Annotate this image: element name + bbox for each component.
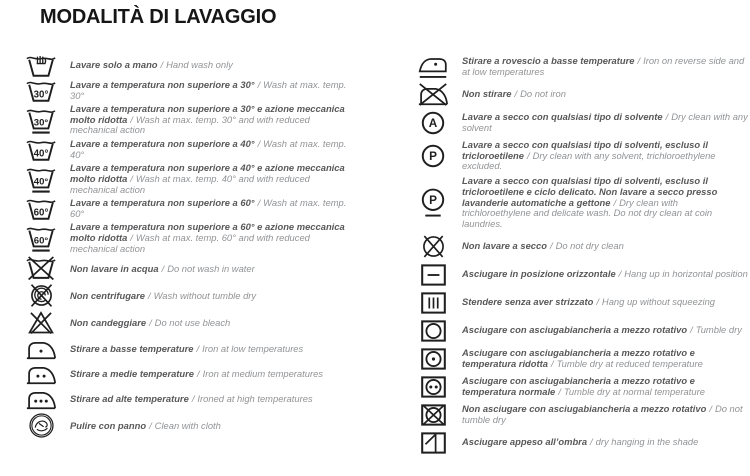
- wash-60-icon: [24, 197, 58, 220]
- label-english: Dry clean with any solvent, trichloroethylene excluded.: [462, 149, 716, 172]
- separator: /: [257, 197, 261, 209]
- care-symbol-description: [70, 369, 358, 380]
- care-symbol-row: [24, 222, 376, 254]
- label-italian: Asciugare con asciugabiancheria a mezzo rotativo e temperatura normale: [462, 375, 695, 397]
- page-title: MODALITÀ DI LAVAGGIO: [40, 6, 277, 28]
- wash-30-reduced-icon: [24, 107, 58, 134]
- label-italian: Stirare a rovescio a basse temperature: [462, 54, 635, 66]
- left-column: [24, 54, 376, 439]
- care-symbol-description: [462, 325, 748, 336]
- separator: /: [196, 342, 200, 354]
- separator: /: [197, 367, 200, 379]
- do-not-dry-clean-icon: [416, 234, 450, 259]
- label-english: Hand wash only: [166, 59, 233, 71]
- do-not-spin-icon: [24, 283, 58, 308]
- label-italian: Asciugare appeso all’ombra: [462, 436, 588, 448]
- label-english: Wash at max. temp. 40° and with reduced mechanical action: [70, 172, 310, 195]
- label-english: Tumble dry: [695, 324, 742, 336]
- tumble-dry-normal-icon: [416, 375, 450, 399]
- label-english: Clean with cloth: [154, 419, 221, 431]
- label-english: Iron at medium temperatures: [202, 367, 323, 379]
- svg-text:30°: 30°: [33, 116, 49, 128]
- label-italian: Lavare a temperatura non superiore a 30° e azione meccanica molto ridotta: [70, 103, 345, 125]
- dry-clean-any-solvent-icon: [416, 110, 450, 136]
- care-symbol-description: [70, 80, 358, 101]
- care-symbol-description: [462, 140, 748, 172]
- separator: /: [257, 137, 261, 149]
- label-italian: Lavare a temperatura non superiore a 60°: [70, 197, 255, 209]
- separator: /: [550, 357, 554, 369]
- label-english: Do not tumble dry: [462, 403, 743, 425]
- care-symbol-description: [462, 404, 748, 425]
- label-italian: Non candeggiare: [70, 316, 147, 328]
- care-symbol-description: [462, 269, 748, 280]
- care-symbol-row: [416, 83, 748, 106]
- separator: /: [665, 111, 669, 123]
- do-not-iron-icon: [416, 83, 450, 106]
- wash-40-icon: [24, 138, 58, 161]
- label-italian: Lavare a temperatura non superiore a 40° e azione meccanica molto ridotta: [70, 162, 345, 184]
- care-symbol-row: [416, 176, 748, 230]
- care-symbol-row: [416, 54, 748, 79]
- care-symbol-row: [24, 79, 376, 102]
- svg-text:P: P: [429, 193, 437, 207]
- care-symbol-row: [24, 310, 376, 335]
- label-english: Wash at max. temp. 30°: [70, 78, 347, 101]
- do-not-wash-icon: [24, 256, 58, 281]
- care-symbol-row: [24, 337, 376, 360]
- label-italian: Stirare ad alte temperature: [70, 392, 189, 404]
- care-symbol-row: [416, 140, 748, 172]
- iron-medium-icon: [24, 362, 58, 385]
- label-english: Ironed at high temperatures: [197, 392, 313, 404]
- label-italian: Lavare solo a mano: [70, 59, 158, 71]
- care-symbol-row: [416, 403, 748, 427]
- svg-text:60°: 60°: [33, 235, 49, 247]
- care-symbol-row: [24, 387, 376, 410]
- care-symbol-row: [416, 375, 748, 399]
- care-symbol-row: [24, 54, 376, 77]
- label-english: Dry clean with trichloroethylene and delicate wash. Do not dry clean at coin laundries.: [462, 196, 713, 230]
- label-english: Iron at low temperatures: [202, 342, 304, 354]
- label-italian: Asciugare con asciugabiancheria a mezzo rotativo e temperatura ridotta: [462, 347, 695, 369]
- label-italian: Lavare a secco con qualsiasi tipo di solventi, escluso il tricloroetilene: [462, 139, 708, 161]
- do-not-bleach-icon: [24, 310, 58, 335]
- care-symbol-description: [70, 60, 358, 71]
- label-italian: Stendere senza aver strizzato: [462, 296, 594, 308]
- label-italian: Non lavare in acqua: [70, 262, 159, 274]
- care-symbol-description: [462, 297, 748, 308]
- label-english: Do not wash in water: [167, 262, 255, 274]
- separator: /: [191, 392, 195, 404]
- care-symbol-row: [24, 163, 376, 195]
- iron-reverse-icon: [416, 54, 450, 79]
- tumble-dry-reduced-icon: [416, 347, 450, 371]
- separator: /: [130, 113, 133, 125]
- label-italian: Lavare a temperatura non superiore a 30°: [70, 78, 255, 90]
- label-english: Iron on reverse side and at low temperatures: [462, 54, 745, 77]
- separator: /: [161, 262, 165, 274]
- svg-text:P: P: [429, 150, 437, 164]
- label-italian: Non asciugare con asciugabiancheria a mezzo rotativo: [462, 403, 707, 415]
- label-italian: Lavare a secco con qualsiasi tipo di solventi, escluso il tricloroetilene e ciclo delicato. Non lavare a secco presso lavanderie automatiche a gettone: [462, 175, 718, 208]
- care-symbol-description: [70, 394, 358, 405]
- label-italian: Lavare a temperatura non superiore a 60° e azione meccanica molto ridotta: [70, 221, 345, 244]
- label-english: Dry clean with any solvent: [462, 111, 748, 133]
- separator: /: [130, 232, 133, 244]
- care-symbol-description: [70, 198, 358, 219]
- label-english: Hang up in horizontal position: [624, 268, 748, 280]
- svg-text:30°: 30°: [33, 89, 49, 101]
- dry-in-shade-icon: [416, 431, 450, 455]
- wash-30-icon: [24, 79, 58, 102]
- care-symbol-description: [70, 344, 358, 355]
- care-symbol-description: [462, 437, 748, 448]
- care-symbol-row: [24, 256, 376, 281]
- label-english: Wash at max. temp. 30° and with reduced mechanical action: [70, 113, 310, 136]
- separator: /: [160, 59, 164, 71]
- label-italian: Pulire con panno: [70, 419, 147, 431]
- label-italian: Lavare a secco con qualsiasi tipo di solvente: [462, 111, 663, 123]
- label-english: Wash at max. temp. 60°: [70, 197, 347, 219]
- dry-flat-icon: [416, 263, 450, 287]
- care-symbol-description: [462, 56, 748, 77]
- svg-text:A: A: [428, 117, 438, 131]
- care-symbol-description: [70, 421, 358, 432]
- separator: /: [637, 54, 641, 66]
- separator: /: [130, 172, 133, 184]
- label-italian: Asciugare in posizione orizzontale: [462, 268, 616, 280]
- separator: /: [149, 316, 152, 328]
- separator: /: [514, 88, 518, 100]
- care-symbol-description: [70, 264, 358, 275]
- care-symbol-row: [416, 319, 748, 343]
- care-symbol-row: [416, 431, 748, 455]
- svg-text:40°: 40°: [33, 176, 49, 188]
- hand-wash-icon: [24, 54, 58, 77]
- separator: /: [709, 403, 712, 415]
- label-italian: Non centrifugare: [70, 289, 146, 301]
- dry-clean-p-icon: [416, 143, 450, 169]
- care-symbol-row: [24, 138, 376, 161]
- care-symbol-row: [24, 412, 376, 439]
- label-english: Do not iron: [520, 88, 566, 100]
- tumble-dry-icon: [416, 319, 450, 343]
- separator: /: [690, 324, 693, 336]
- clean-with-cloth-icon: [24, 412, 58, 439]
- do-not-tumble-dry-icon: [416, 403, 450, 427]
- separator: /: [596, 296, 599, 308]
- care-symbol-row: [24, 197, 376, 220]
- care-symbol-row: [416, 291, 748, 315]
- label-english: Wash at max. temp. 40°: [70, 137, 347, 160]
- care-symbol-row: [416, 110, 748, 136]
- separator: /: [257, 78, 261, 90]
- care-symbol-description: [70, 104, 358, 136]
- care-symbol-row: [416, 263, 748, 287]
- label-english: Tumble dry at normal temperature: [563, 385, 705, 397]
- label-italian: Asciugare con asciugabiancheria a mezzo rotativo: [462, 324, 688, 336]
- label-italian: Non stirare: [462, 88, 512, 100]
- right-column: [416, 54, 748, 455]
- label-english: Hang up without squeezing: [601, 296, 716, 308]
- label-english: Wash without tumble dry: [153, 289, 257, 301]
- separator: /: [590, 436, 593, 448]
- care-symbol-description: [70, 222, 358, 254]
- care-symbol-description: [462, 176, 748, 230]
- care-symbol-description: [462, 348, 748, 369]
- wash-40-reduced-icon: [24, 166, 58, 193]
- separator: /: [527, 149, 530, 161]
- care-symbol-description: [70, 291, 358, 302]
- label-english: Wash at max. temp. 60° and with reduced mechanical action: [70, 232, 310, 254]
- separator: /: [549, 239, 553, 251]
- care-symbol-row: [24, 362, 376, 385]
- care-symbol-description: [462, 112, 748, 133]
- iron-low-icon: [24, 337, 58, 360]
- label-italian: Stirare a medie temperature: [70, 367, 195, 379]
- svg-text:40°: 40°: [33, 148, 49, 160]
- care-symbol-description: [70, 318, 358, 329]
- care-symbol-row: [416, 347, 748, 371]
- separator: /: [149, 419, 152, 431]
- label-italian: Lavare a temperatura non superiore a 40°: [70, 137, 255, 149]
- svg-text:60°: 60°: [33, 207, 49, 219]
- label-english: Do not dry clean: [555, 239, 624, 251]
- label-english: dry hanging in the shade: [595, 436, 699, 448]
- label-english: Tumble dry at reduced temperature: [556, 357, 703, 369]
- care-symbol-description: [462, 89, 748, 100]
- care-symbol-row: [416, 234, 748, 259]
- label-italian: Stirare a basse temperature: [70, 342, 194, 354]
- label-italian: Non lavare a secco: [462, 239, 547, 251]
- separator: /: [613, 196, 617, 208]
- care-symbol-description: [462, 376, 748, 397]
- label-english: Do not use bleach: [154, 316, 231, 328]
- care-symbol-description: [462, 241, 748, 252]
- drip-dry-icon: [416, 291, 450, 315]
- separator: /: [618, 268, 622, 280]
- care-symbol-row: [24, 104, 376, 136]
- wash-60-reduced-icon: [24, 225, 58, 252]
- care-symbol-description: [70, 163, 358, 195]
- separator: /: [558, 385, 561, 397]
- separator: /: [148, 289, 151, 301]
- dry-clean-p-delicate-icon: [416, 188, 450, 218]
- care-symbol-row: [24, 283, 376, 308]
- care-symbol-description: [70, 139, 358, 160]
- iron-high-icon: [24, 387, 58, 410]
